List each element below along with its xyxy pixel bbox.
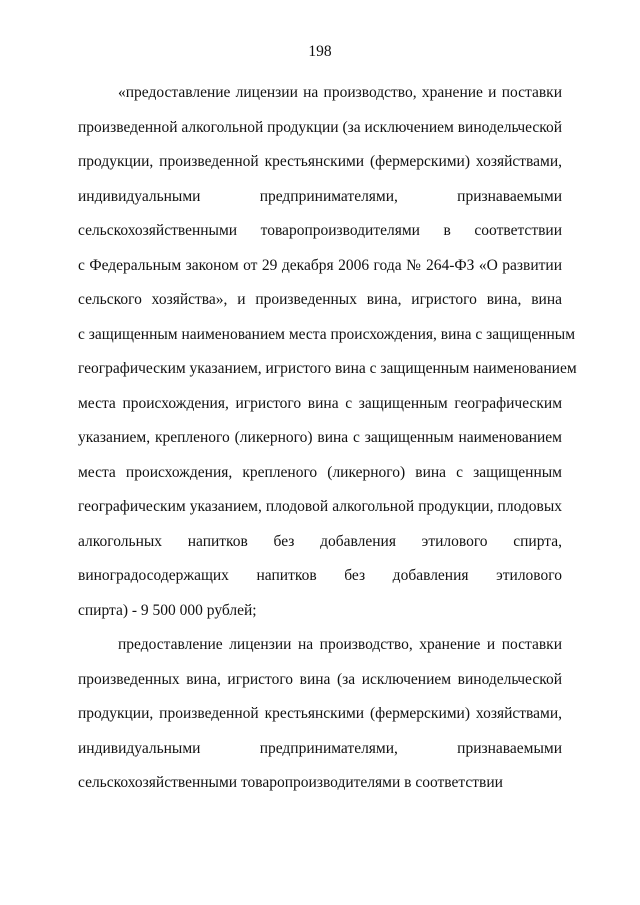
text-line: спирта) - 9 500 000 рублей; bbox=[78, 601, 257, 619]
text-line: «предоставление лицензии на производство, хранение и поставки bbox=[118, 84, 562, 101]
text-line: сельскохозяйственными товаропроизводителями в соответствии bbox=[78, 774, 503, 791]
text-line: предоставление лицензии на производство, хранение и поставки bbox=[118, 636, 562, 653]
text-line: географическим указанием, плодовой алкогольной продукции, плодовых bbox=[78, 498, 562, 515]
text-line: произведенных вина, игристого вина (за исключением винодельческой bbox=[78, 670, 562, 688]
text-line: сельскохозяйственными товаропроизводителями в соответствии bbox=[78, 222, 562, 239]
text-line: указанием, крепленого (ликерного) вина с защищенным наименованием bbox=[78, 429, 562, 446]
text-line: сельского хозяйства», и произведенных вина, игристого вина, вина bbox=[78, 291, 562, 308]
text-line: продукции, произведенной крестьянскими (фермерскими) хозяйствами, bbox=[78, 153, 562, 170]
text-line: с защищенным наименованием места происхождения, вина с защищенным bbox=[78, 325, 576, 343]
text-line: индивидуальными предпринимателями, признаваемыми bbox=[78, 187, 562, 205]
text-line: виноградосодержащих напитков без добавления этилового bbox=[78, 567, 562, 584]
document-body bbox=[78, 76, 577, 801]
paragraph bbox=[78, 628, 562, 801]
text-line: места происхождения, игристого вина с защищенным географическим bbox=[78, 394, 562, 412]
text-line: произведенной алкогольной продукции (за исключением винодельческой bbox=[78, 118, 563, 136]
text-line: алкогольных напитков без добавления этилового спирта, bbox=[78, 532, 562, 550]
paragraph bbox=[78, 76, 577, 628]
page-number: 198 bbox=[308, 43, 332, 60]
text-line: географическим указанием, игристого вина с защищенным наименованием bbox=[78, 360, 577, 377]
text-line: продукции, произведенной крестьянскими (фермерскими) хозяйствами, bbox=[78, 705, 562, 722]
text-line: индивидуальными предпринимателями, признаваемыми bbox=[78, 739, 562, 757]
text-line: с Федеральным законом от 29 декабря 2006 года № 264-ФЗ «О развитии bbox=[78, 256, 562, 274]
text-line: места происхождения, крепленого (ликерного) вина с защищенным bbox=[78, 463, 562, 481]
